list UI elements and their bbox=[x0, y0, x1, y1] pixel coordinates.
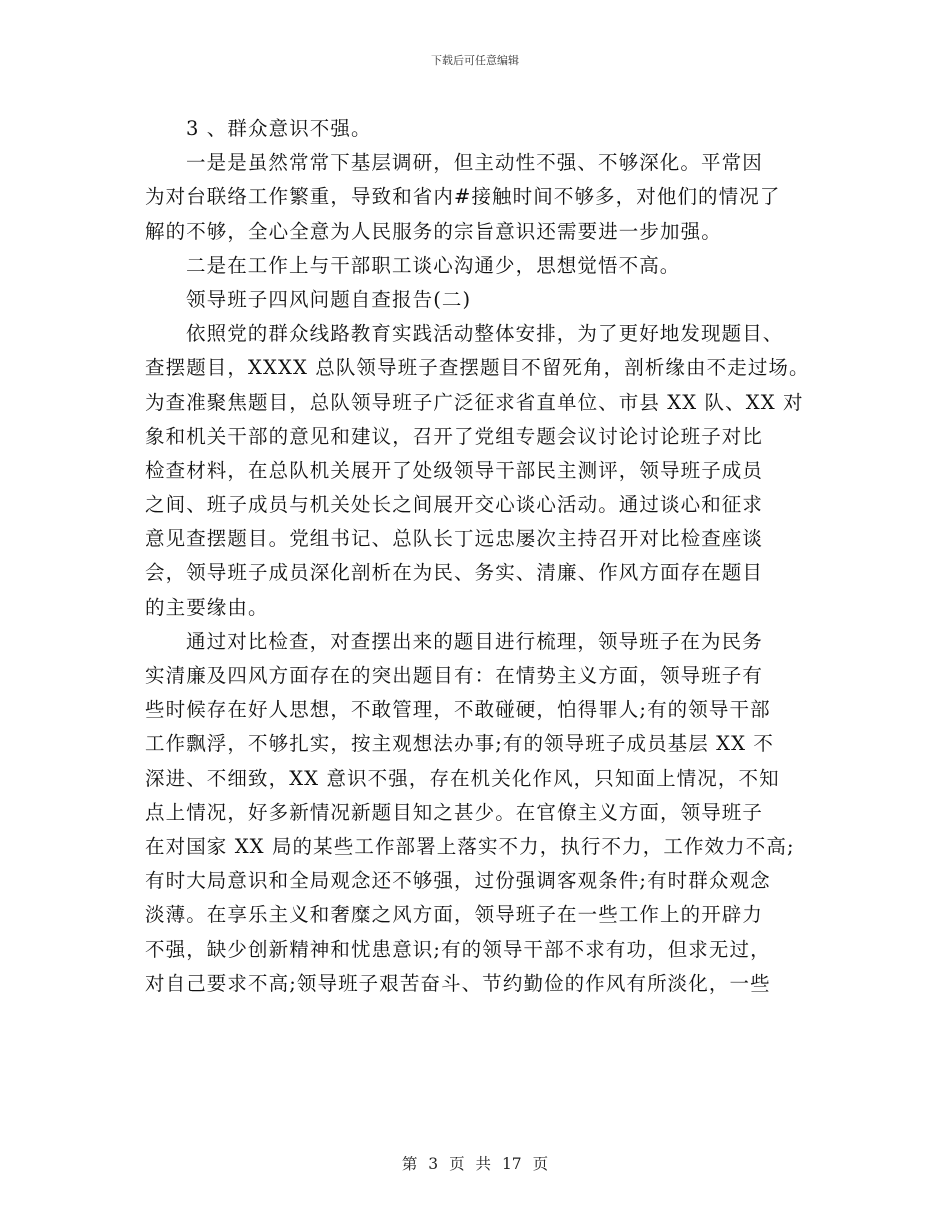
text-line: 深进、不细致，XX 意识不强，存在机关化作风，只知面上情况，不知 bbox=[145, 766, 780, 790]
text-line: 对自己要求不高;领导班子艰苦奋斗、节约勤俭的作风有所淡化，一些 bbox=[145, 971, 771, 995]
text-line: 为对台联络工作繁重，导致和省内#接触时间不够多，对他们的情况了 bbox=[145, 185, 781, 209]
text-line: 在对国家 XX 局的某些工作部署上落实不力，执行不力，工作效力不高; bbox=[145, 834, 795, 858]
text-line: 实清廉及四风方面存在的突出题目有：在情势主义方面，领导班子有 bbox=[145, 664, 764, 687]
page-footer bbox=[0, 1152, 950, 1174]
text-line: 有时大局意识和全局观念还不够强，过份强调客观条件;有时群众观念 bbox=[145, 869, 771, 893]
text-line: 的主要缘由。 bbox=[145, 595, 269, 619]
text-line: 二是在工作上与干部职工谈心沟通少，思想觉悟不高。 bbox=[186, 253, 681, 277]
text-line: 通过对比检查，对查摆出来的题目进行梳理，领导班子在为民务 bbox=[186, 629, 763, 653]
text-line: 意见查摆题目。党组书记、总队长丁远忠屡次主持召开对比检查座谈 bbox=[145, 527, 764, 551]
text-line: 淡薄。在享乐主义和奢糜之风方面，领导班子在一些工作上的开辟力 bbox=[145, 903, 764, 927]
header-text: 下载后可任意编辑 bbox=[431, 54, 519, 67]
text-line: 为查准聚焦题目，总队领导班子广泛征求省直单位、市县 XX 队、XX 对 bbox=[145, 390, 804, 414]
text-line: 依照党的群众线路教育实践活动整体安排，为了更好地发现题目、 bbox=[186, 322, 784, 346]
text-line: 不强，缺少创新精神和忧患意识;有的领导干部不求有功，但求无过， bbox=[145, 937, 771, 961]
text-line: 些时候存在好人思想，不敢管理，不敢碰硬，怕得罪人;有的领导干部 bbox=[145, 698, 771, 722]
page-header bbox=[0, 52, 950, 68]
text-line: 之间、班子成员与机关处长之间展开交心谈心活动。通过谈心和征求 bbox=[145, 493, 764, 517]
document-body bbox=[145, 112, 810, 1001]
text-line: 查摆题目，XXXX 总队领导班子查摆题目不留死角，剖析缘由不走过场。 bbox=[145, 356, 810, 380]
text-line: 点上情况，好多新情况新题目知之甚少。在官僚主义方面，领导班子 bbox=[145, 800, 764, 824]
text-line: 一是是虽然常常下基层调研，但主动性不强、不够深化。平常因 bbox=[186, 151, 763, 175]
text-line: 工作飘浮，不够扎实，按主观想法办事;有的领导班子成员基层 XX 不 bbox=[145, 732, 775, 756]
section-title: 领导班子四风问题自查报告(二) bbox=[186, 287, 472, 311]
text-line: 象和机关干部的意见和建议，召开了党组专题会议讨论讨论班子对比 bbox=[145, 424, 764, 448]
text-line: 检查材料，在总队机关展开了处级领导干部民主测评，领导班子成员 bbox=[145, 458, 764, 482]
text-line: 解的不够，全心全意为人民服务的宗旨意识还需要进一步加强。 bbox=[145, 219, 722, 243]
text-line: 会，领导班子成员深化剖析在为民、务实、清廉、作风方面存在题目 bbox=[145, 561, 764, 585]
page-number: 第 3 页 共 17 页 bbox=[401, 1155, 549, 1173]
text-line: 3 、群众意识不强。 bbox=[186, 117, 372, 140]
